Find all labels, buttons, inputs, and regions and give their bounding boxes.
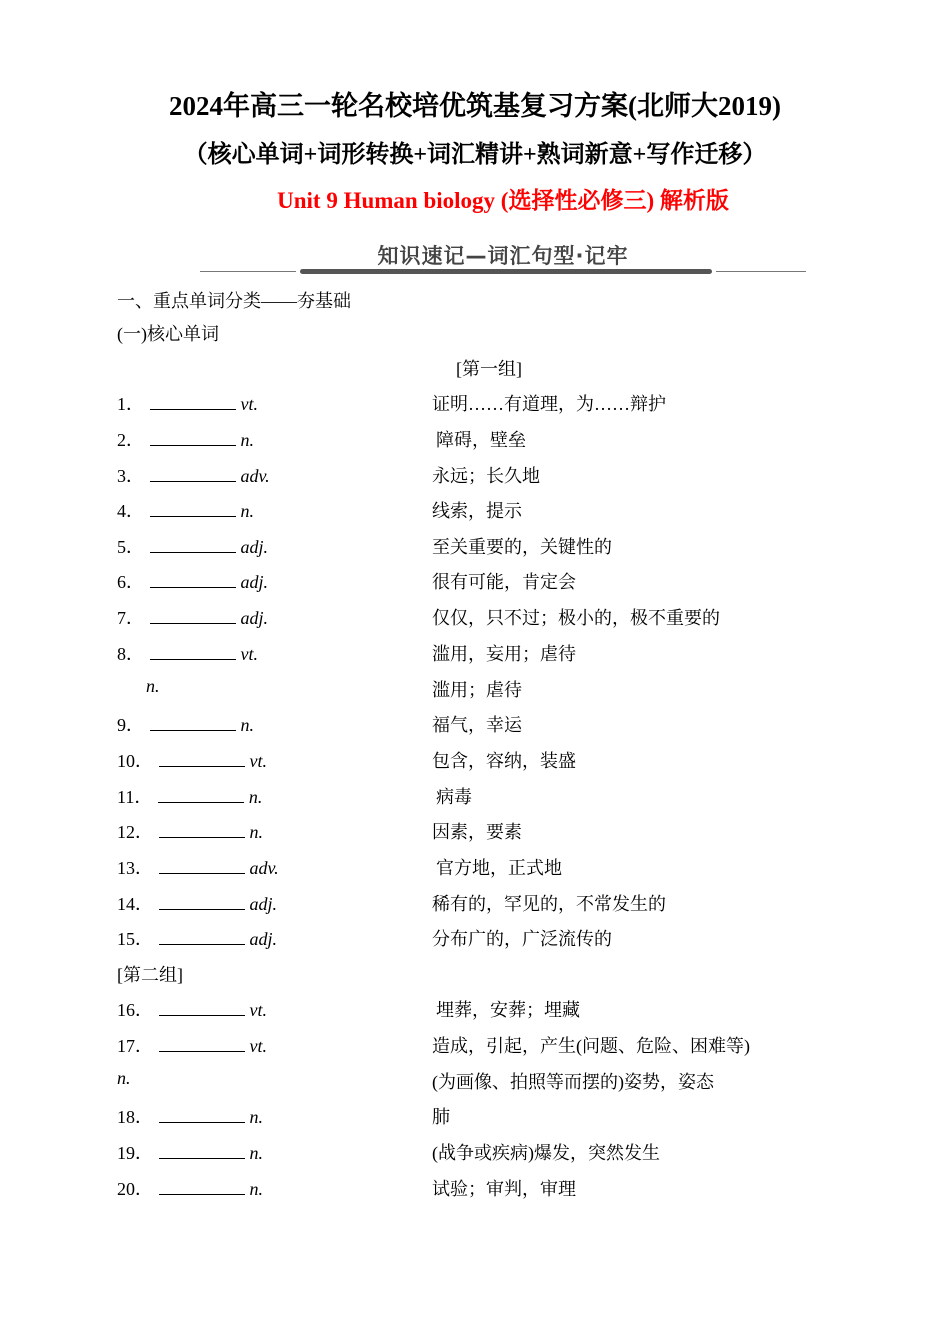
- vocab-item: [0, 890, 950, 920]
- part-of-speech: n.: [249, 1143, 263, 1163]
- item-meaning: 因素，要素: [432, 822, 522, 842]
- vocab-item: [0, 1068, 950, 1098]
- vocab-item-left: [117, 640, 258, 666]
- vocab-item-left: [117, 783, 262, 809]
- item-number: 15．: [117, 929, 153, 949]
- item-number: 2．: [117, 430, 144, 450]
- part-of-speech: vt.: [249, 751, 267, 771]
- item-number: 18．: [117, 1107, 153, 1127]
- item-number: 12．: [117, 822, 153, 842]
- answer-blank[interactable]: [159, 1179, 245, 1195]
- vocab-item-left: [117, 711, 254, 737]
- item-meaning: 福气，幸运: [432, 715, 522, 735]
- part-of-speech: vt.: [240, 394, 258, 414]
- answer-blank[interactable]: [150, 715, 236, 731]
- banner-left-rule: [200, 271, 296, 272]
- vocab-item: [0, 854, 950, 884]
- section-banner: [200, 238, 806, 278]
- part-of-speech: n.: [249, 1179, 263, 1199]
- vocab-item: [0, 747, 950, 777]
- vocab-item-left: [117, 1175, 263, 1201]
- part-of-speech: adj.: [240, 537, 269, 557]
- part-of-speech: adv.: [249, 858, 279, 878]
- vocab-item: [0, 925, 950, 955]
- vocab-item-left: [117, 533, 268, 559]
- vocab-item: [0, 1103, 950, 1133]
- vocab-item-left: [117, 390, 258, 416]
- section-heading: 一、重点单词分类——夯基础: [117, 291, 351, 311]
- item-number: 6．: [117, 572, 144, 592]
- answer-blank[interactable]: [150, 537, 236, 553]
- answer-blank[interactable]: [159, 822, 245, 838]
- item-number: 19．: [117, 1143, 153, 1163]
- section-subheading: (一)核心单词: [117, 324, 219, 344]
- item-number: 11．: [117, 787, 153, 807]
- item-number: 14．: [117, 894, 153, 914]
- banner-text: 知识速记—词汇句型·记牢: [377, 244, 629, 268]
- answer-blank[interactable]: [150, 608, 236, 624]
- answer-blank[interactable]: [150, 572, 236, 588]
- answer-blank[interactable]: [159, 1036, 245, 1052]
- item-meaning: 仅仅，只不过；极小的，极不重要的: [432, 608, 720, 628]
- item-number: 17．: [117, 1036, 153, 1056]
- vocab-item-left: [117, 854, 279, 880]
- answer-blank[interactable]: [150, 644, 236, 660]
- answer-blank[interactable]: [159, 1143, 245, 1159]
- item-meaning: 病毒: [436, 787, 472, 807]
- vocab-item-left: [117, 1068, 131, 1089]
- vocab-item-left: [146, 676, 160, 697]
- part-of-speech: adj.: [249, 894, 278, 914]
- item-meaning: 试验；审判，审理: [432, 1179, 576, 1199]
- vocab-item: [0, 604, 950, 634]
- answer-blank[interactable]: [159, 894, 245, 910]
- answer-blank[interactable]: [159, 1000, 245, 1016]
- item-meaning: 证明……有道理，为……辩护: [432, 394, 666, 414]
- part-of-speech: vt.: [249, 1000, 267, 1020]
- answer-blank[interactable]: [150, 466, 236, 482]
- vocab-item: [0, 533, 950, 563]
- item-meaning: (为画像、拍照等而摆的)姿势，姿态: [432, 1072, 714, 1092]
- vocab-item: [0, 711, 950, 741]
- part-of-speech: adj.: [249, 929, 278, 949]
- item-number: 4．: [117, 501, 144, 521]
- unit-title: Unit 9 Human biology (选择性必修三) 解析版: [277, 188, 729, 213]
- part-of-speech: vt.: [249, 1036, 267, 1056]
- vocab-item-left: [117, 1032, 267, 1058]
- item-number: 5．: [117, 537, 144, 557]
- vocab-item-left: [117, 1139, 263, 1165]
- item-number: 3．: [117, 466, 144, 486]
- vocab-item-left: [117, 1103, 263, 1129]
- item-meaning: 肺: [432, 1107, 450, 1127]
- vocab-item-left: [117, 497, 254, 523]
- item-meaning: 线索，提示: [432, 501, 522, 521]
- vocab-item: [0, 568, 950, 598]
- part-of-speech: n.: [248, 787, 263, 807]
- item-meaning: 永远；长久地: [432, 466, 540, 486]
- part-of-speech: n.: [146, 676, 160, 696]
- part-of-speech: vt.: [240, 644, 258, 664]
- answer-blank[interactable]: [150, 430, 236, 446]
- answer-blank[interactable]: [159, 929, 245, 945]
- answer-blank[interactable]: [159, 858, 245, 874]
- vocab-item: [0, 426, 950, 456]
- answer-blank[interactable]: [158, 787, 244, 803]
- item-meaning: (战争或疾病)爆发，突然发生: [432, 1143, 660, 1163]
- item-meaning: 官方地，正式地: [436, 858, 562, 878]
- part-of-speech: adj.: [240, 572, 269, 592]
- vocab-item-left: [117, 426, 254, 452]
- answer-blank[interactable]: [159, 1107, 245, 1123]
- part-of-speech: n.: [117, 1068, 131, 1088]
- item-meaning: 至关重要的，关键性的: [432, 537, 612, 557]
- vocab-item: [0, 497, 950, 527]
- banner-right-rule: [716, 271, 806, 272]
- item-number: 7．: [117, 608, 144, 628]
- vocab-item: [0, 783, 950, 813]
- vocab-item: [0, 462, 950, 492]
- group-one-label: [第一组]: [456, 359, 522, 379]
- part-of-speech: n.: [249, 822, 263, 842]
- answer-blank[interactable]: [150, 501, 236, 517]
- vocab-item-left: [117, 996, 267, 1022]
- vocab-item-left: [117, 890, 277, 916]
- part-of-speech: n.: [240, 715, 254, 735]
- vocab-item: [0, 818, 950, 848]
- vocab-item: [0, 996, 950, 1026]
- vocab-item-left: [117, 818, 263, 844]
- part-of-speech: adv.: [240, 466, 270, 486]
- item-number: 16．: [117, 1000, 153, 1020]
- item-number: 9．: [117, 715, 144, 735]
- group-two-label: [第二组]: [117, 965, 183, 985]
- vocab-item-left: [117, 925, 277, 951]
- item-number: 10．: [117, 751, 153, 771]
- vocab-item-left: [117, 604, 268, 630]
- document-title: 2024年高三一轮名校培优筑基复习方案(北师大2019): [169, 91, 781, 121]
- item-meaning: 包含，容纳，装盛: [432, 751, 576, 771]
- vocab-item-left: [117, 462, 270, 488]
- item-meaning: 滥用；虐待: [432, 680, 522, 700]
- item-meaning: 造成，引起，产生(问题、危险、困难等): [432, 1036, 750, 1056]
- vocab-item: [0, 1139, 950, 1169]
- vocab-item: [0, 676, 950, 706]
- item-meaning: 很有可能，肯定会: [432, 572, 576, 592]
- item-number: 13．: [117, 858, 153, 878]
- vocab-item-left: [117, 747, 267, 773]
- answer-blank[interactable]: [150, 394, 236, 410]
- item-number: 1．: [117, 394, 144, 414]
- answer-blank[interactable]: [159, 751, 245, 767]
- vocab-item: [0, 1175, 950, 1205]
- part-of-speech: n.: [240, 430, 254, 450]
- item-number: 8．: [117, 644, 144, 664]
- item-meaning: 分布广的，广泛流传的: [432, 929, 612, 949]
- item-number: 20．: [117, 1179, 153, 1199]
- part-of-speech: n.: [240, 501, 254, 521]
- vocab-item: [0, 640, 950, 670]
- item-meaning: 稀有的，罕见的，不常发生的: [432, 894, 666, 914]
- vocab-item: [0, 1032, 950, 1062]
- item-meaning: 障碍，壁垒: [436, 430, 526, 450]
- item-meaning: 滥用，妄用；虐待: [432, 644, 576, 664]
- document-subtitle: （核心单词+词形转换+词汇精讲+熟词新意+写作迁移）: [183, 142, 767, 168]
- part-of-speech: n.: [249, 1107, 263, 1127]
- vocab-item: [0, 390, 950, 420]
- vocab-item-left: [117, 568, 268, 594]
- part-of-speech: adj.: [240, 608, 269, 628]
- item-meaning: 埋葬，安葬；埋藏: [436, 1000, 580, 1020]
